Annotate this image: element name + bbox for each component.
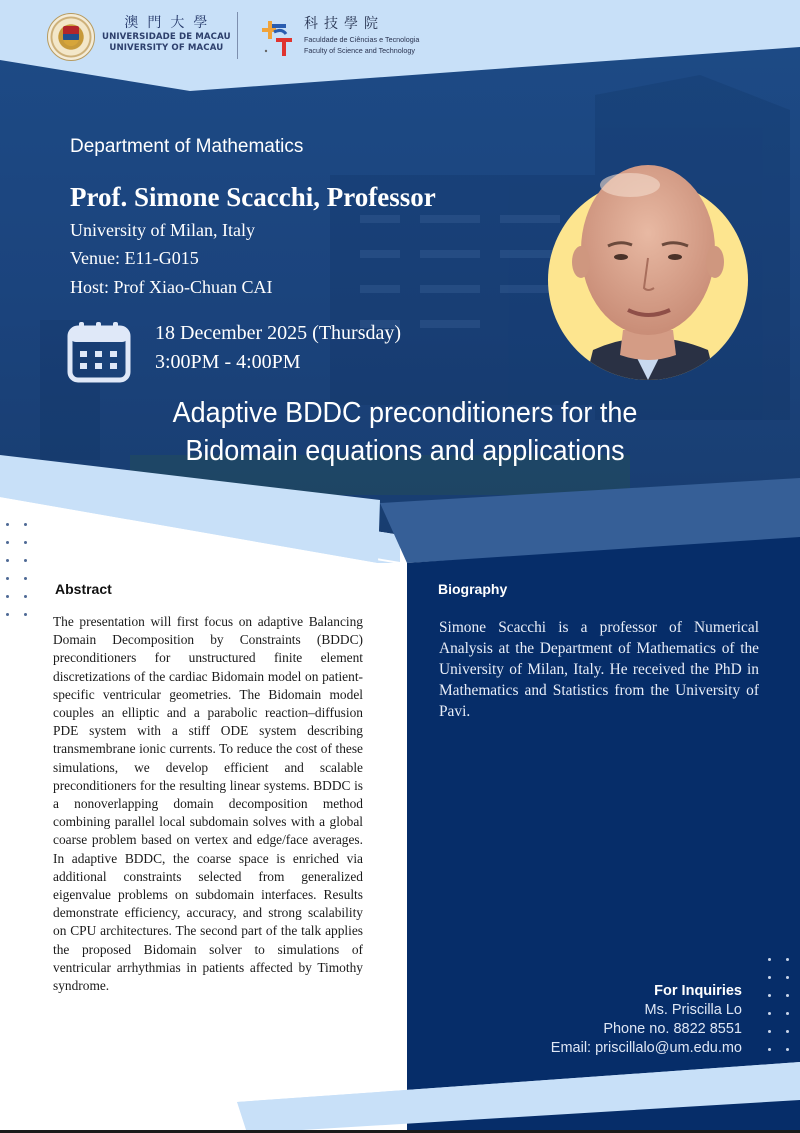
speaker-affiliation: University of Milan, Italy [70, 220, 255, 240]
faculty-name-en: Faculty of Science and Technology [304, 46, 415, 55]
event-date: 18 December 2025 (Thursday) [155, 322, 402, 344]
abstract-heading: Abstract [55, 581, 112, 597]
university-name [102, 14, 231, 54]
university-seal-logo [47, 13, 95, 61]
calendar-icon [66, 320, 132, 384]
university-name-cn: 澳門大學 [124, 15, 217, 31]
speaker-name: Prof. Simone Scacchi, Professor [70, 182, 436, 212]
talk-title-line-1: Adaptive BDDC preconditioners for the [172, 397, 638, 429]
biography-body: Simone Scacchi is a professor of Numerical Analysis at the Department of Mathematics of the University of Milan, Italy. He received the PhD in Mathematics and Statistics from the University of Pavi. [439, 619, 759, 720]
university-name-en: UNIVERSITY OF MACAU [109, 43, 224, 53]
speaker-photo [548, 150, 778, 380]
event-venue: Venue: E11-G015 [70, 248, 199, 268]
inquiries-contact: Ms. Priscilla Lo [644, 1002, 742, 1018]
inquiries-heading: For Inquiries [654, 983, 742, 999]
header-divider [237, 12, 238, 59]
university-name-pt: UNIVERSIDADE DE MACAU [102, 32, 231, 42]
event-host: Host: Prof Xiao-Chuan CAI [70, 277, 273, 297]
event-time: 3:00PM - 4:00PM [155, 351, 301, 373]
inquiries-phone: Phone no. 8822 8551 [603, 1021, 742, 1037]
faculty-name [304, 15, 419, 56]
department-name: Department of Mathematics [70, 136, 304, 157]
biography-heading: Biography [438, 581, 508, 597]
inquiries-block [551, 982, 742, 1058]
fst-logo-icon [260, 18, 296, 58]
talk-title-line-2: Bidomain equations and applications [185, 435, 625, 467]
faculty-name-pt: Faculdade de Ciências e Tecnologia [304, 35, 420, 44]
faculty-name-cn: 科技學院 [304, 16, 384, 32]
inquiries-email[interactable]: Email: priscillalo@um.edu.mo [550, 1040, 742, 1056]
abstract-body: The presentation will first focus on adaptive Balancing Domain Decomposition by Constraints (BDDC) preconditioners for unstructured finite element discretizations of the cardiac Bidomain model on patient-specific ventricular geometries. The Bidomain model couples an elliptic and a parabolic reaction–diffusion PDE system with a stiff ODE system describing transmembrane ionic currents. To reduce the cost of these simulations, we develop efficient and scalable preconditioners for the resulting linear systems. BDDC is a nonoverlapping domain decomposition method combining parallel local subdomain solves with a global coarse problem based on vertex and edge/face averages. In adaptive BDDC, the coarse space is enriched via additional constraints selected from generalized eigenvalue problems on subdomain interfaces. Results demonstrate efficiency, accuracy, and strong scalability on CPU architectures. The second part of the talk applies the proposed Bidomain solver to simulations of ventricular arrhythmias in patients affected by Timothy syndrome. [53, 614, 363, 994]
talk-title [84, 394, 726, 470]
